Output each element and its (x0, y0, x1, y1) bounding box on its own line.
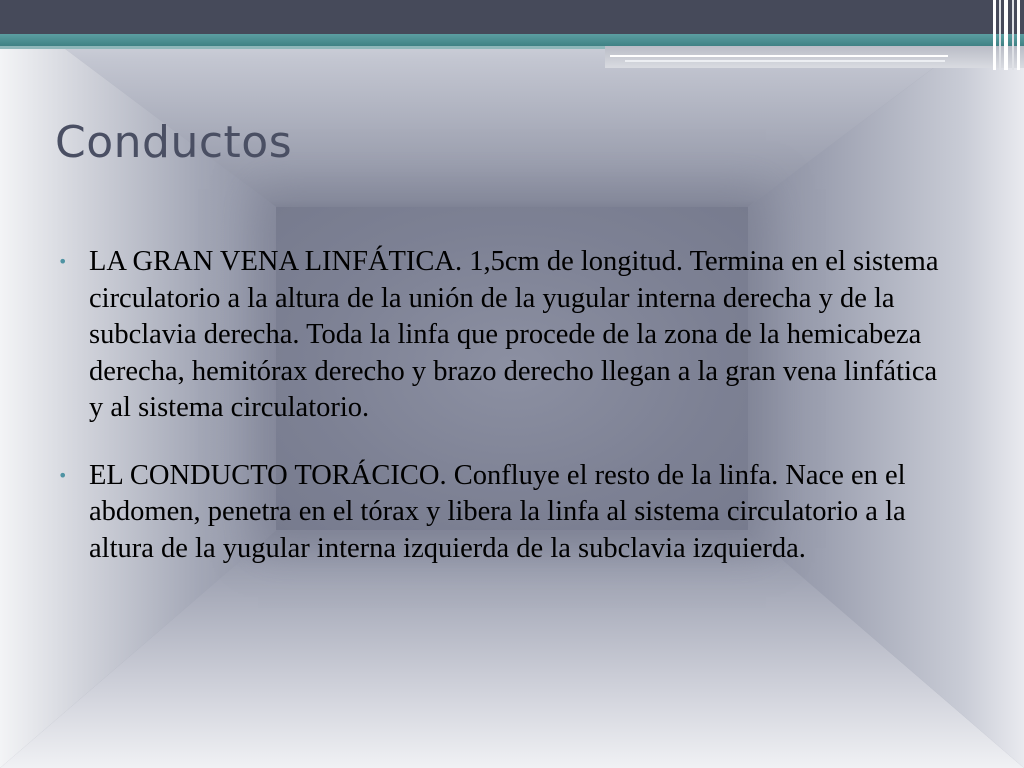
header-vertical-stripe (1004, 0, 1008, 70)
header-vertical-stripe (999, 0, 1001, 70)
bullet-dot-icon: • (58, 465, 68, 485)
bullet-item (58, 244, 958, 427)
bullet-list (58, 244, 958, 598)
header-grey-band (605, 46, 1024, 68)
bullet-dot-icon: • (58, 252, 68, 271)
header-vertical-stripe (993, 0, 996, 70)
header-teal-stripe (0, 34, 1024, 46)
bullet-text: EL CONDUCTO TORÁCICO. Confluye el resto de la linfa. Nace en el abdomen, penetra en el tórax y libera la linfa al sistema circulatorio a la altura de la yugular interna izquierda de la subclavia izquierda. (89, 459, 906, 564)
header-bar (0, 0, 1024, 34)
bullet-text: LA GRAN VENA LINFÁTICA. 1,5cm de longitud. Termina en el sistema circulatorio a la altura de la unión de la yugular interna derecha y de la subclavia derecha. Toda la linfa que procede de la zona de la hemicabeza derecha, hemitórax derecho y brazo derecho llegan a la gran vena linfática y al sistema circulatorio. (89, 246, 939, 423)
header-rule (625, 60, 945, 62)
header-vertical-stripe (1012, 0, 1014, 70)
header-rule (610, 55, 948, 57)
header-vertical-stripe (1017, 0, 1020, 70)
bullet-item (58, 458, 958, 568)
header-teal-line (0, 46, 605, 49)
slide-title: Conductos (55, 117, 293, 168)
